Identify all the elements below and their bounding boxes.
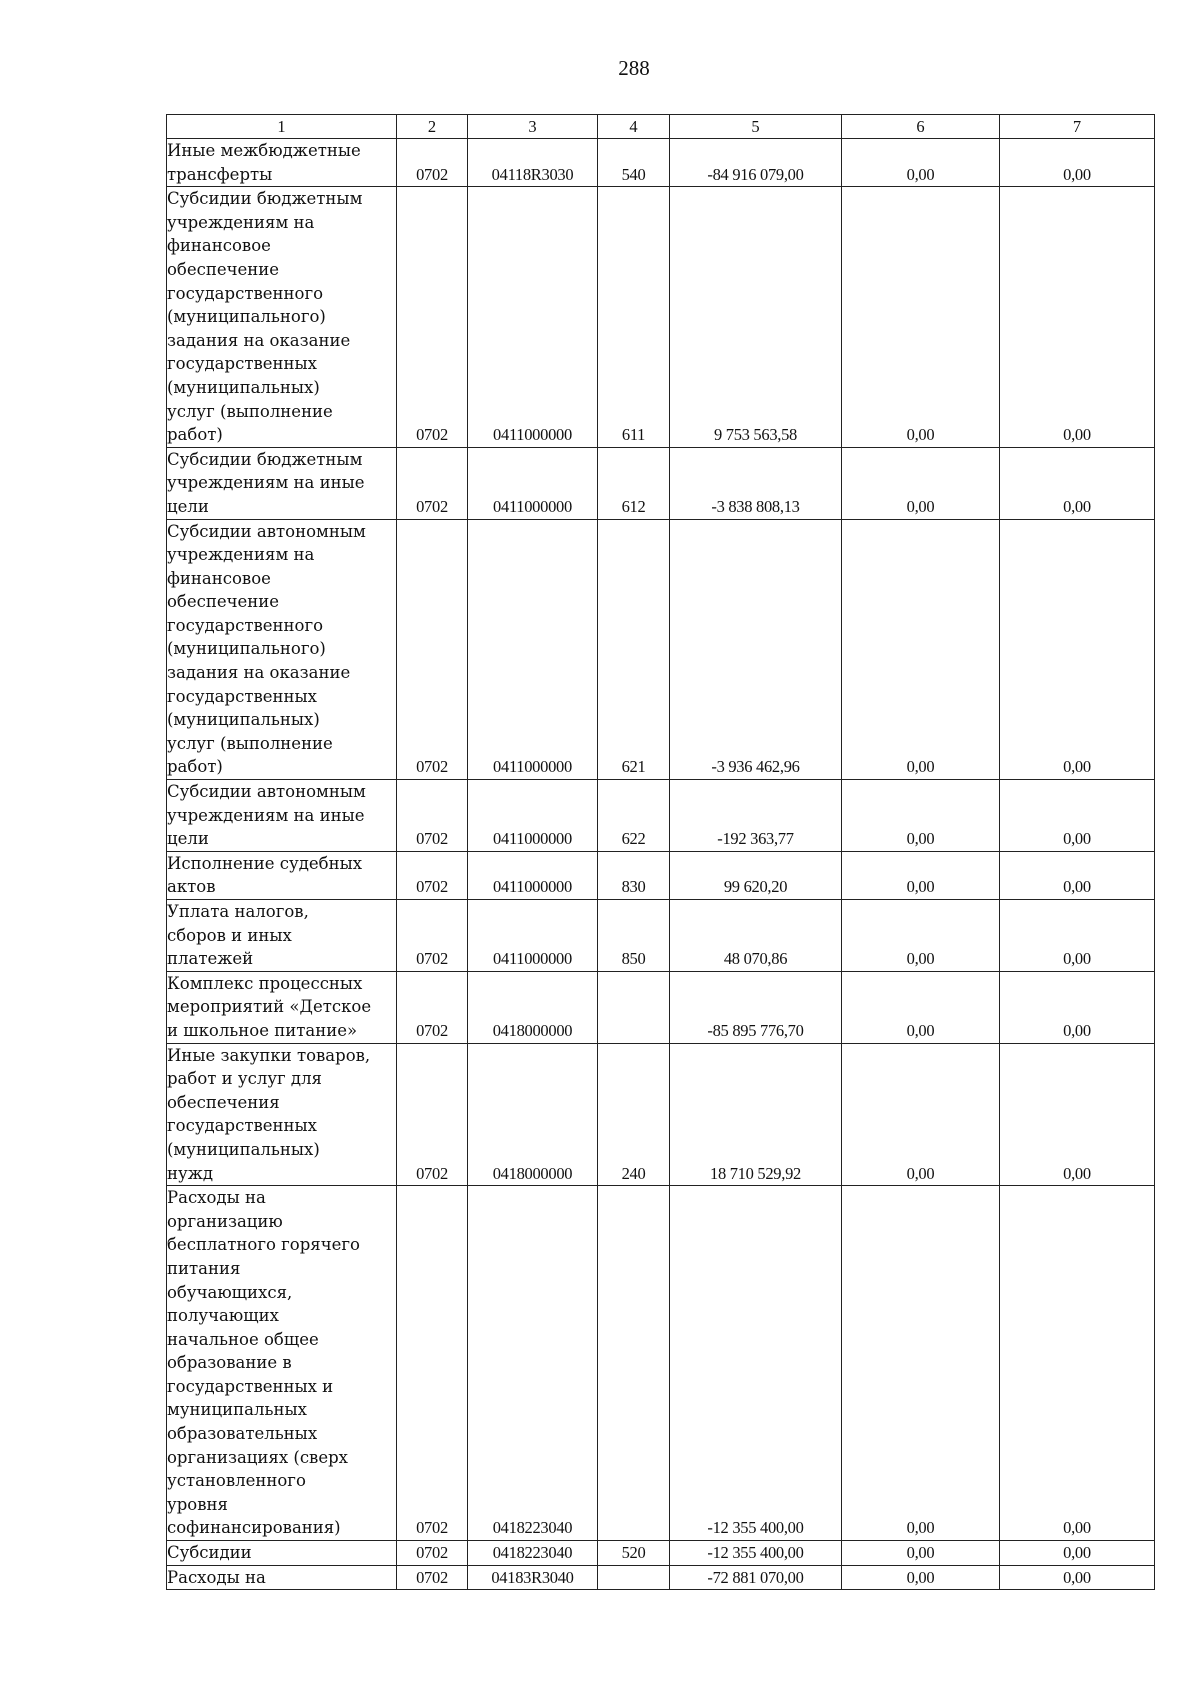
expense-type-cell <box>598 971 670 1043</box>
column-header-2: 2 <box>397 115 468 139</box>
amount-cell-value: -85 895 776,70 <box>707 1020 804 1040</box>
table-row <box>167 1541 1155 1566</box>
section-code-cell <box>397 971 468 1043</box>
target-article-cell-value: 0418000000 <box>492 1020 573 1040</box>
expense-type-cell <box>598 780 670 852</box>
expense-name-line: услуг (выполнение <box>167 733 333 753</box>
expense-name-line: работ) <box>167 757 223 777</box>
expense-name-line: Уплата налогов, <box>167 902 309 921</box>
expense-name-line: государственного <box>167 615 324 635</box>
section-code-cell <box>397 900 468 972</box>
column-7-cell <box>1000 971 1155 1043</box>
section-code-cell <box>397 187 468 448</box>
column-7-cell-value: 0,00 <box>1063 1543 1091 1563</box>
target-article-cell <box>468 780 598 852</box>
expense-name-line: задания на оказание <box>167 663 351 683</box>
expense-name-line: нужд <box>167 1163 214 1183</box>
expense-name-cell <box>167 971 397 1043</box>
expense-name-line: (муниципальных) <box>167 1139 320 1159</box>
column-7-cell <box>1000 900 1155 972</box>
expense-name-line: обучающихся, <box>167 1282 293 1302</box>
target-article-cell-value: 0411000000 <box>493 829 572 849</box>
column-7-cell-value: 0,00 <box>1063 829 1091 849</box>
expense-name-line: государственных <box>167 686 317 706</box>
section-code-cell-value: 0702 <box>416 757 448 777</box>
expense-name-line: Субсидии <box>167 1543 252 1563</box>
expense-name-cell <box>167 1541 397 1566</box>
column-6-cell <box>842 139 1000 187</box>
column-7-cell-value: 0,00 <box>1063 757 1091 777</box>
amount-cell <box>670 971 842 1043</box>
column-6-cell <box>842 1186 1000 1541</box>
target-article-cell <box>468 447 598 519</box>
column-6-cell-value: 0,00 <box>906 1543 935 1563</box>
expense-type-cell-value: 540 <box>621 164 646 184</box>
expense-name-cell <box>167 780 397 852</box>
expense-name-line: государственных <box>167 1116 317 1136</box>
table-row <box>167 900 1155 972</box>
column-7-cell-value: 0,00 <box>1063 496 1091 516</box>
expense-name-line: учреждениям на <box>167 212 315 232</box>
target-article-cell <box>468 1186 598 1541</box>
column-6-cell-value: 0,00 <box>906 1163 935 1183</box>
column-7-cell <box>1000 139 1155 187</box>
column-7-cell-value: 0,00 <box>1063 164 1091 184</box>
column-7-cell-value: 0,00 <box>1063 949 1091 969</box>
column-6-cell-value: 0,00 <box>906 425 935 445</box>
expense-name-line: актов <box>167 877 216 897</box>
expense-name-line: (муниципальных) <box>167 710 320 730</box>
target-article-cell <box>468 1565 598 1590</box>
expense-name-line: Субсидии автономным <box>167 782 366 802</box>
column-7-cell <box>1000 1541 1155 1566</box>
expense-name-line: сборов и иных <box>167 925 292 945</box>
section-code-cell <box>397 447 468 519</box>
target-article-cell-value: 0418223040 <box>492 1543 573 1563</box>
section-code-cell-value: 0702 <box>416 1020 448 1040</box>
target-article-cell <box>468 851 598 899</box>
target-article-cell <box>468 139 598 187</box>
section-code-cell-value: 0702 <box>416 829 448 849</box>
target-article-cell <box>468 519 598 780</box>
section-code-cell <box>397 851 468 899</box>
table-row <box>167 1043 1155 1186</box>
column-6-cell <box>842 851 1000 899</box>
column-6-cell-value: 0,00 <box>906 877 935 897</box>
section-code-cell-value: 0702 <box>416 877 448 897</box>
column-7-cell <box>1000 1565 1155 1590</box>
expense-name-line: услуг (выполнение <box>167 401 333 421</box>
expense-name-line: питания <box>167 1258 241 1278</box>
column-6-cell <box>842 900 1000 972</box>
expense-name-line: платежей <box>167 949 254 969</box>
expense-name-cell <box>167 900 397 972</box>
expense-name-line: муниципальных <box>167 1400 307 1420</box>
expense-name-line: начальное общее <box>167 1329 319 1349</box>
section-code-cell <box>397 780 468 852</box>
expense-name-line: финансовое <box>167 236 271 256</box>
target-article-cell-value: 0411000000 <box>493 949 572 969</box>
column-7-cell-value: 0,00 <box>1063 877 1091 897</box>
target-article-cell-value: 0411000000 <box>493 877 572 897</box>
expense-name-line: Расходы на <box>167 1188 266 1208</box>
expense-name-line: организацию <box>167 1211 283 1231</box>
column-header-4: 4 <box>598 115 670 139</box>
expense-name-line: государственных <box>167 354 317 374</box>
target-article-cell-value: 0411000000 <box>493 757 572 777</box>
expense-name-line: Иные межбюджетные <box>167 141 361 160</box>
column-7-cell-value: 0,00 <box>1063 1163 1091 1183</box>
expense-name-line: государственного <box>167 283 324 303</box>
expense-name-cell <box>167 1043 397 1186</box>
expense-name-line: трансферты <box>167 164 273 184</box>
amount-cell-value: 9 753 563,58 <box>713 425 798 445</box>
amount-cell <box>670 447 842 519</box>
section-code-cell-value: 0702 <box>416 1543 448 1563</box>
expense-type-cell <box>598 1043 670 1186</box>
expense-type-cell <box>598 139 670 187</box>
amount-cell-value: -12 355 400,00 <box>707 1543 804 1563</box>
table-row <box>167 139 1155 187</box>
expense-name-cell <box>167 187 397 448</box>
column-7-cell <box>1000 1043 1155 1186</box>
amount-cell <box>670 1565 842 1590</box>
expense-name-line: Иные закупки товаров, <box>167 1045 371 1065</box>
target-article-cell <box>468 900 598 972</box>
amount-cell <box>670 1043 842 1186</box>
amount-cell-value: -12 355 400,00 <box>707 1518 804 1538</box>
section-code-cell-value: 0702 <box>416 1567 448 1587</box>
amount-cell <box>670 519 842 780</box>
expense-name-line: Комплекс процессных <box>167 973 363 993</box>
expense-name-line: установленного <box>167 1471 306 1491</box>
expense-name-cell <box>167 1186 397 1541</box>
amount-cell <box>670 900 842 972</box>
section-code-cell-value: 0702 <box>416 425 448 445</box>
expense-type-cell-value: 830 <box>621 877 646 897</box>
column-6-cell <box>842 1541 1000 1566</box>
expense-name-line: образование в <box>167 1353 292 1373</box>
expense-name-line: уровня <box>167 1494 228 1514</box>
table-row <box>167 1186 1155 1541</box>
expense-name-cell <box>167 447 397 519</box>
column-6-cell <box>842 1565 1000 1590</box>
table-row <box>167 447 1155 519</box>
target-article-cell-value: 0411000000 <box>493 496 572 516</box>
expense-name-cell <box>167 851 397 899</box>
column-7-cell-value: 0,00 <box>1063 1567 1091 1587</box>
expense-name-line: Субсидии бюджетным <box>167 189 363 209</box>
target-article-cell <box>468 971 598 1043</box>
table-row <box>167 1565 1155 1590</box>
amount-cell-value: -3 838 808,13 <box>711 496 800 516</box>
column-6-cell-value: 0,00 <box>906 496 935 516</box>
column-6-cell <box>842 187 1000 448</box>
column-6-cell <box>842 447 1000 519</box>
amount-cell-value: 99 620,20 <box>723 877 788 897</box>
column-7-cell <box>1000 519 1155 780</box>
expense-type-cell-value: 612 <box>621 496 646 516</box>
column-7-cell-value: 0,00 <box>1063 1518 1091 1538</box>
section-code-cell <box>397 139 468 187</box>
expense-name-line: финансовое <box>167 568 271 588</box>
expense-name-line: (муниципального) <box>167 307 326 327</box>
column-6-cell-value: 0,00 <box>906 949 935 969</box>
section-code-cell <box>397 1043 468 1186</box>
expense-type-cell <box>598 1186 670 1541</box>
expense-name-line: обеспечение <box>167 259 280 279</box>
expense-name-line: Исполнение судебных <box>167 853 363 873</box>
target-article-cell <box>468 187 598 448</box>
expense-name-line: работ и услуг для <box>167 1069 322 1089</box>
expense-name-line: бесплатного горячего <box>167 1235 360 1255</box>
expense-name-line: учреждениям на <box>167 545 315 565</box>
expense-type-cell-value: 520 <box>621 1543 646 1563</box>
column-7-cell <box>1000 1186 1155 1541</box>
expense-name-line: софинансирования) <box>167 1518 341 1538</box>
expense-type-cell <box>598 447 670 519</box>
column-7-cell <box>1000 187 1155 448</box>
amount-cell <box>670 187 842 448</box>
column-6-cell-value: 0,00 <box>906 1567 935 1587</box>
expense-name-line: задания на оказание <box>167 330 351 350</box>
column-header-5: 5 <box>670 115 842 139</box>
expense-name-line: учреждениям на иные <box>167 473 365 493</box>
expense-name-line: Субсидии автономным <box>167 521 366 541</box>
target-article-cell <box>468 1541 598 1566</box>
column-7-cell-value: 0,00 <box>1063 425 1091 445</box>
expense-name-line: учреждениям на иные <box>167 805 365 825</box>
expense-name-line: получающих <box>167 1306 279 1326</box>
amount-cell <box>670 139 842 187</box>
target-article-cell <box>468 1043 598 1186</box>
expense-name-line: обеспечения <box>167 1092 280 1112</box>
table-row <box>167 851 1155 899</box>
expense-name-line: работ) <box>167 425 223 445</box>
table-header-row <box>167 115 1155 139</box>
amount-cell <box>670 851 842 899</box>
column-7-cell <box>1000 447 1155 519</box>
column-6-cell <box>842 971 1000 1043</box>
amount-cell <box>670 1186 842 1541</box>
section-code-cell-value: 0702 <box>416 1518 448 1538</box>
column-header-1: 1 <box>167 115 397 139</box>
section-code-cell-value: 0702 <box>416 1163 448 1183</box>
section-code-cell <box>397 1565 468 1590</box>
section-code-cell-value: 0702 <box>416 496 448 516</box>
expense-type-cell-value: 240 <box>621 1163 646 1183</box>
column-6-cell-value: 0,00 <box>906 757 935 777</box>
expense-type-cell <box>598 851 670 899</box>
expense-name-line: Субсидии бюджетным <box>167 449 363 469</box>
table-row <box>167 187 1155 448</box>
expense-type-cell <box>598 900 670 972</box>
table-body <box>167 139 1155 1590</box>
amount-cell <box>670 1541 842 1566</box>
expense-type-cell <box>598 187 670 448</box>
expense-type-cell <box>598 519 670 780</box>
section-code-cell <box>397 1186 468 1541</box>
amount-cell-value: -192 363,77 <box>717 829 794 849</box>
expense-name-line: мероприятий «Детское <box>167 997 372 1017</box>
amount-cell-value: -3 936 462,96 <box>711 757 800 777</box>
expense-name-line: государственных и <box>167 1376 334 1396</box>
expense-type-cell-value: 611 <box>621 425 646 445</box>
expense-name-cell <box>167 1565 397 1590</box>
target-article-cell-value: 0418000000 <box>492 1163 573 1183</box>
expense-name-line: обеспечение <box>167 592 280 612</box>
column-6-cell-value: 0,00 <box>906 1020 935 1040</box>
column-6-cell-value: 0,00 <box>906 1518 935 1538</box>
column-header-3: 3 <box>468 115 598 139</box>
column-6-cell <box>842 1043 1000 1186</box>
amount-cell-value: -72 881 070,00 <box>707 1567 804 1587</box>
amount-cell <box>670 780 842 852</box>
expense-name-line: организациях (сверх <box>167 1447 348 1467</box>
target-article-cell-value: 0411000000 <box>493 425 572 445</box>
expense-type-cell-value: 850 <box>621 949 646 969</box>
column-7-cell <box>1000 851 1155 899</box>
amount-cell-value: -84 916 079,00 <box>707 164 804 184</box>
expense-name-line: (муниципального) <box>167 639 326 659</box>
budget-table <box>166 114 1155 1590</box>
expense-name-cell <box>167 139 397 187</box>
section-code-cell-value: 0702 <box>416 949 448 969</box>
expense-name-line: Расходы на <box>167 1567 266 1587</box>
expense-name-line: (муниципальных) <box>167 377 320 397</box>
expense-type-cell-value: 622 <box>621 829 646 849</box>
expense-name-line: и школьное питание» <box>167 1020 358 1040</box>
section-code-cell <box>397 519 468 780</box>
column-7-cell <box>1000 780 1155 852</box>
table-row <box>167 780 1155 852</box>
amount-cell-value: 48 070,86 <box>723 949 788 969</box>
table-row <box>167 971 1155 1043</box>
expense-type-cell <box>598 1541 670 1566</box>
expense-type-cell <box>598 1565 670 1590</box>
page-number: 288 <box>618 56 650 80</box>
target-article-cell-value: 04118R3030 <box>491 164 574 184</box>
expense-name-line: цели <box>167 496 209 516</box>
expense-type-cell-value: 621 <box>621 757 646 777</box>
column-7-cell-value: 0,00 <box>1063 1020 1091 1040</box>
amount-cell-value: 18 710 529,92 <box>710 1163 801 1183</box>
column-header-6: 6 <box>842 115 1000 139</box>
table-row <box>167 519 1155 780</box>
column-6-cell <box>842 519 1000 780</box>
column-6-cell-value: 0,00 <box>906 164 935 184</box>
column-6-cell-value: 0,00 <box>906 829 935 849</box>
expense-name-cell <box>167 519 397 780</box>
expense-name-line: образовательных <box>167 1424 318 1444</box>
target-article-cell-value: 04183R3040 <box>491 1567 574 1587</box>
expense-name-line: цели <box>167 829 209 849</box>
section-code-cell-value: 0702 <box>416 164 448 184</box>
column-6-cell <box>842 780 1000 852</box>
target-article-cell-value: 0418223040 <box>492 1518 573 1538</box>
column-header-7: 7 <box>1000 115 1155 139</box>
section-code-cell <box>397 1541 468 1566</box>
